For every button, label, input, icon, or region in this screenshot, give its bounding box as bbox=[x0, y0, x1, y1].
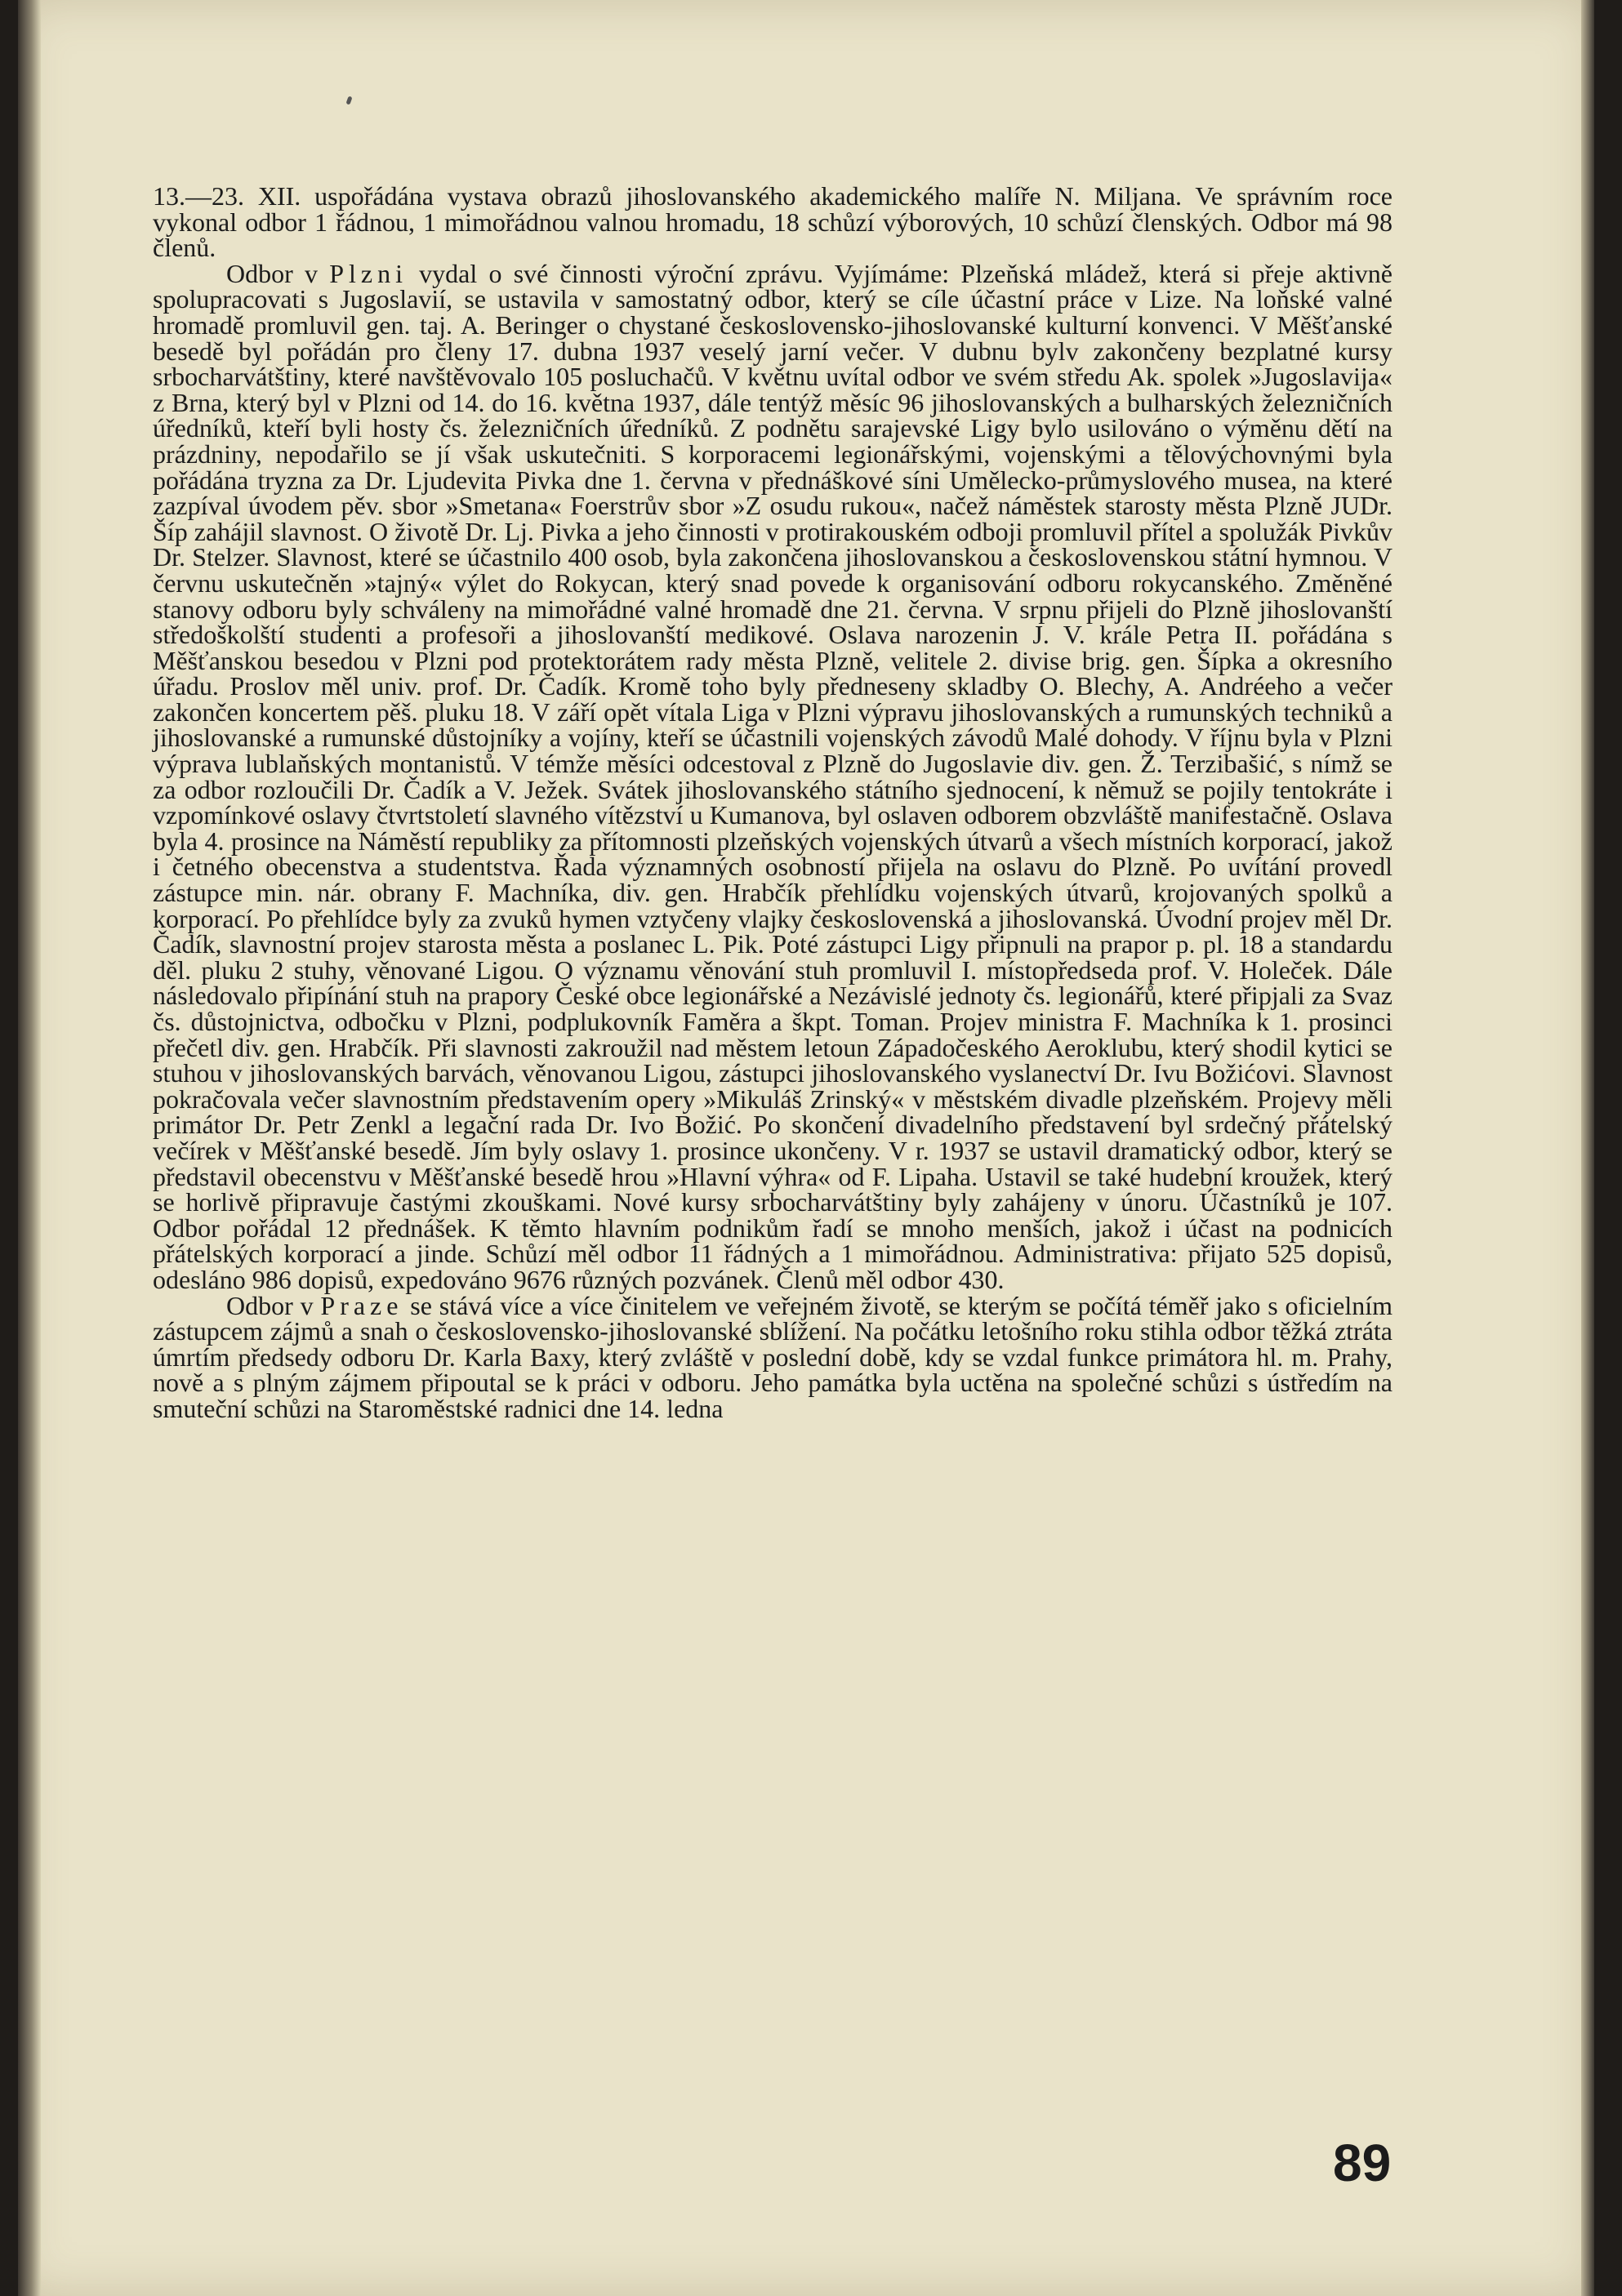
city-name-praze: Praze bbox=[320, 1290, 403, 1320]
page-number: 89 bbox=[1333, 2134, 1392, 2192]
paragraph-body: vydal o své činnosti výroční zprávu. Vyjímáme: Plzeňská mládež, která si přeje aktivně spolupracovati s Jugoslavií, se ustavila v samostatný odbor, který se cíle účastní práce v Lize. Na loňské valné hromadě promluvil gen. taj. A. Beringer o chystané československo-jihoslovanské kulturní konvenci. V Měšťanské besedě byl pořádán pro členy 17. dubna 1937 veselý jarní večer. V dubnu bylv zakončeny bezplatné kursy srbocharvátštiny, které navštěvovalo 105 posluchačů. V květnu uvítal odbor ve svém středu Ak. spolek »Jugoslavija« z Brna, který byl v Plzni od 14. do 16. května 1937, dále tentýž měsíc 96 jihoslovanských a bulharských železničních úředníků, kteří byli hosty čs. železničních úředníků. Z podnětu sarajevské Ligy bylo usilováno o výměnu dětí na prázdniny, nepodařilo se jí však uskutečniti. S korporacemi legionářskými, vojenskými a tělovýchovnými byla pořádána tryzna za Dr. Ljudevita Pivka dne 1. června v přednáškové síni Umělecko-průmyslového musea, na které zazpíval úvodem pěv. sbor »Smetana« Foerstrův sbor »Z osudu rukou«, načež náměstek starosty města Plzně JUDr. Šíp zahájil slavnost. O životě Dr. Lj. Pivka a jeho činnosti v protirakouském odboji promluvil přítel a spolužák Pivkův Dr. Stelzer. Slavnost, které se účastnilo 400 osob, byla zakončena jihoslovanskou a československou státní hymnou. V červnu uskutečněn »tajný« výlet do Rokycan, který snad povede k organisování odboru rokycanského. Změněné stanovy odboru byly schváleny na mimořádné valné hromadě dne 21. června. V srpnu přijeli do Plzně jihoslovanští středoškolští studenti a profesoři a jihoslovanští medikové. Oslava narozenin J. V. krále Petra II. pořádána s Měšťanskou besedou v Plzni pod protektorátem rady města Plzně, velitele 2. divise brig. gen. Šípka a okresního úřadu. Proslov měl univ. prof. Dr. Čadík. Kromě toho byly předneseny skladby O. Blechy, A. Andréeho a večer zakončen koncertem pěš. pluku 18. V září opět vítala Liga v Plzni výpravu jihoslovanských a rumunských techniků a jihoslovanské a rumunské důstojníky a vojíny, kteří se účastnili vojenských závodů Malé dohody. V říjnu byla v Plzni výprava lublaňských montanistů. V témže měsíci odcestoval z Plzně do Jugoslavie div. gen. Ž. Terzibašić, s nímž se za odbor rozloučili Dr. Čadík a V. Ježek. Svátek jihoslovanského státního sjednocení, k němuž se pojily tentokráte i vzpomínkové oslavy čtvrtstoletí slavného vítězství u Kumanova, byl oslaven odborem obzvláště manifestačně. Oslava byla 4. prosince na Náměstí republiky za přítomnosti plzeňských vojenských útvarů a všech místních korporací, jakož i četného obecenstva a studentstva. Řada významných osobností přijela na oslavu do Plzně. Po uvítání provedl zástupce min. nár. obrany F. Machníka, div. gen. Hrabčík přehlídku vojenských útvarů, krojovaných spolků a korporací. Po přehlídce byly za zvuků hymen vztyčeny vlajky československá a jihoslovanská. Úvodní projev měl Dr. Čadík, slavnostní projev starosta města a poslanec L. Pik. Poté zástupci Ligy připnuli na prapor p. pl. 18 a standardu děl. pluku 2 stuhy, věnované Ligou. O významu věnování stuh promluvil I. místopředseda prof. V. Holeček. Dále následovalo připínání stuh na prapory České obce legionářské a Nezávislé jednoty čs. legionářů, které připjali za Svaz čs. důstojnictva, odbočku v Plzni, podplukovník Faměra a škpt. Toman. Projev ministra F. Machníka k 1. prosinci přečetl div. gen. Hrabčík. Při slavnosti zakroužil nad městem letoun Západočeského Aeroklubu, který shodil kytici se stuhou v jihoslovanských barvách, věnovanou Ligou, zástupci jihoslovanského vyslanectví Dr. Ivu Božićovi. Slavnost pokračovala večer slavnostním představením opery »Mikuláš Zrinský« v městském divadle plzeňském. Projevy měli primátor Dr. Petr Zenkl a legační rada Dr. Ivo Božić. Po skončení divadelního představení byl srdečný přátelský večírek v Měšťanské besedě. Jím byly oslavy 1. prosince ukončeny. V r. 1937 se ustavil dramatický odbor, který se představil obecenstvu v Měšťanské besedě hrou »Hlavní výhra« od F. Lipaha. Ustavil se také hudební kroužek, který se horlivě připravuje častými zkouškami. Nové kursy srbocharvátštiny byly zahájeny v únoru. Účastníků je 107. Odbor pořádal 12 přednášek. K těmto hlavním podnikům řadí se mnoho menších, jakož i účast na podnicích přátelských korporací a jinde. Schůzí měl odbor 11 řádných a 1 mimořádnou. Administrativa: přijato 525 dopisů, odesláno 986 dopisů, expedováno 9676 různých pozvánek. Členů měl odbor 430. bbox=[153, 258, 1393, 1294]
paragraph-miljan-exhibition: 13.—23. XII. uspořádána vystava obrazů jihoslovanského akademického malíře N. Miljana. Ve správním roce vykonal odbor 1 řádnou, 1 mimořádnou valnou hromadu, 18 schůzí výborových, 10 schůzí členských. Odbor má 98 členů. bbox=[153, 181, 1393, 263]
paragraph-praha-branch bbox=[153, 1290, 1393, 1423]
binding-edge bbox=[18, 0, 41, 2296]
paragraph-body: se stává více a více činitelem ve veřejném životě, se kterým se počítá téměř jako s oficielním zástupcem zájmů a snah o československo-jihoslovanské sblížení. Na počátku letošního roku stihla odbor těžká ztráta úmrtím předsedy odboru Dr. Karla Baxy, který zvláště v poslední době, kdy se vzdal funkce primátora hl. m. Prahy, nově a s plným zájmem připoutal se k práci v odboru. Jeho památka byla uctěna na společné schůzi s ústředím na smuteční schůzi na Staroměstské radnici dne 14. ledna bbox=[153, 1290, 1393, 1423]
body-text bbox=[153, 181, 1393, 1423]
city-name-plzni: Plzni bbox=[329, 258, 408, 288]
paragraph-lead: Odbor v bbox=[226, 1290, 321, 1320]
paragraph-plzen-branch bbox=[153, 258, 1393, 1294]
paragraph-lead: Odbor v bbox=[226, 258, 330, 288]
page-edge-shadow bbox=[1581, 0, 1594, 2296]
